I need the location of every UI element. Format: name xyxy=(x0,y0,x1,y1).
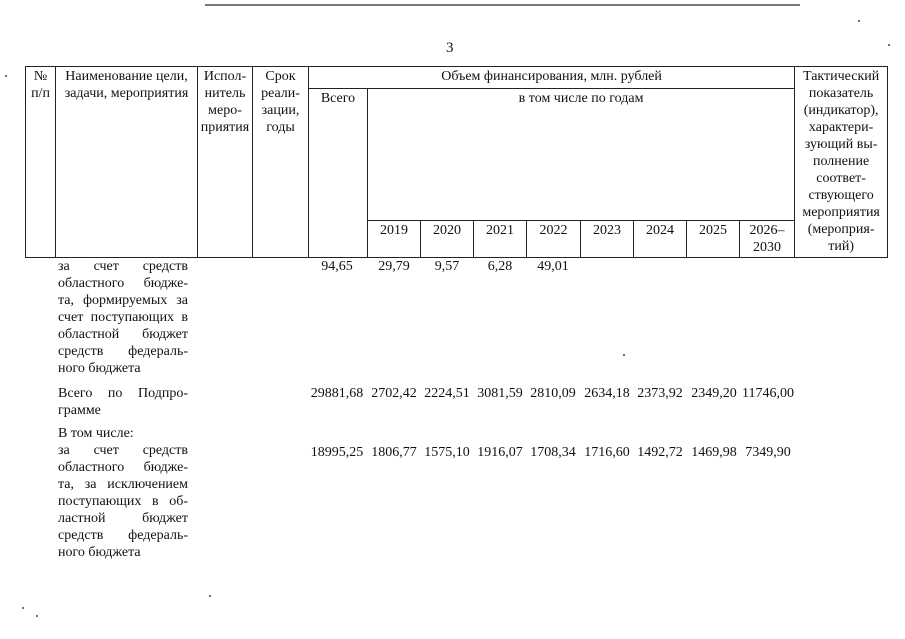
scan-speck xyxy=(5,75,7,77)
row2-2021: 3081,59 xyxy=(477,386,523,401)
row2-2026-2030: 11746,00 xyxy=(742,386,794,401)
scan-speck xyxy=(888,44,890,46)
row4-2024: 1492,72 xyxy=(637,445,683,460)
row4-2019: 1806,77 xyxy=(371,445,417,460)
row-label-regional-excl-federal: за счет средств областного бюдже- та, за исключением поступающих в об- ластной бюджет средств федераль- ного бюджета xyxy=(58,443,188,560)
header-num: № п/п xyxy=(26,67,56,258)
row1-2021: 6,28 xyxy=(487,259,513,274)
row-label-total-subprogram: Всего по Подпро- грамме xyxy=(58,386,188,418)
row4-2022: 1708,34 xyxy=(530,445,576,460)
scan-speck xyxy=(858,20,860,22)
header-by-years: в том числе по годам xyxy=(368,89,795,221)
header-year-2022: 2022 xyxy=(527,221,581,258)
scan-speck xyxy=(36,615,38,617)
row1-2020: 9,57 xyxy=(434,259,460,274)
top-rule xyxy=(205,4,800,6)
header-name: Наименование цели, задачи, мероприятия xyxy=(56,67,198,258)
header-year-2023: 2023 xyxy=(581,221,634,258)
row2-2024: 2373,92 xyxy=(637,386,683,401)
header-year-2019: 2019 xyxy=(368,221,421,258)
row1-2019: 29,79 xyxy=(378,259,410,274)
table-header xyxy=(25,66,888,258)
row4-2026-2030: 7349,90 xyxy=(745,445,791,460)
scan-speck xyxy=(22,607,24,609)
scan-speck xyxy=(623,354,625,356)
header-year-2025: 2025 xyxy=(687,221,740,258)
row2-2025: 2349,20 xyxy=(691,386,737,401)
row4-2021: 1916,07 xyxy=(477,445,523,460)
row4-2023: 1716,60 xyxy=(584,445,630,460)
header-year-2024: 2024 xyxy=(634,221,687,258)
row1-2022: 49,01 xyxy=(537,259,569,274)
row2-2019: 2702,42 xyxy=(371,386,417,401)
row4-2025: 1469,98 xyxy=(691,445,737,460)
row-label-including: В том числе: xyxy=(58,426,134,441)
row4-total: 18995,25 xyxy=(310,445,364,460)
header-funding: Объем финансирования, млн. рублей xyxy=(309,67,795,89)
header-term: Срок реали- зации, годы xyxy=(253,67,309,258)
row-label-regional-federal: за счет средств областного бюдже- та, формируемых за счет поступающих в областной бюджет средств федераль- ного бюджета xyxy=(58,259,188,376)
row2-2020: 2224,51 xyxy=(424,386,470,401)
header-year-2021: 2021 xyxy=(474,221,527,258)
row2-2022: 2810,09 xyxy=(530,386,576,401)
row2-2023: 2634,18 xyxy=(584,386,630,401)
header-total: Всего xyxy=(309,89,368,258)
row2-total: 29881,68 xyxy=(310,386,364,401)
header-indicator: Тактический показатель (индикатор), характери- зующий вы- полнение соответ- ствующего мероприятия (мероприя- тий) xyxy=(795,67,888,258)
row4-2020: 1575,10 xyxy=(424,445,470,460)
header-year-2026-2030: 2026–2030 xyxy=(740,221,795,258)
scan-speck xyxy=(209,595,211,597)
page-number: 3 xyxy=(446,40,454,56)
header-executor: Испол- нитель меро- приятия xyxy=(198,67,253,258)
header-year-2020: 2020 xyxy=(421,221,474,258)
row1-total: 94,65 xyxy=(321,259,353,274)
